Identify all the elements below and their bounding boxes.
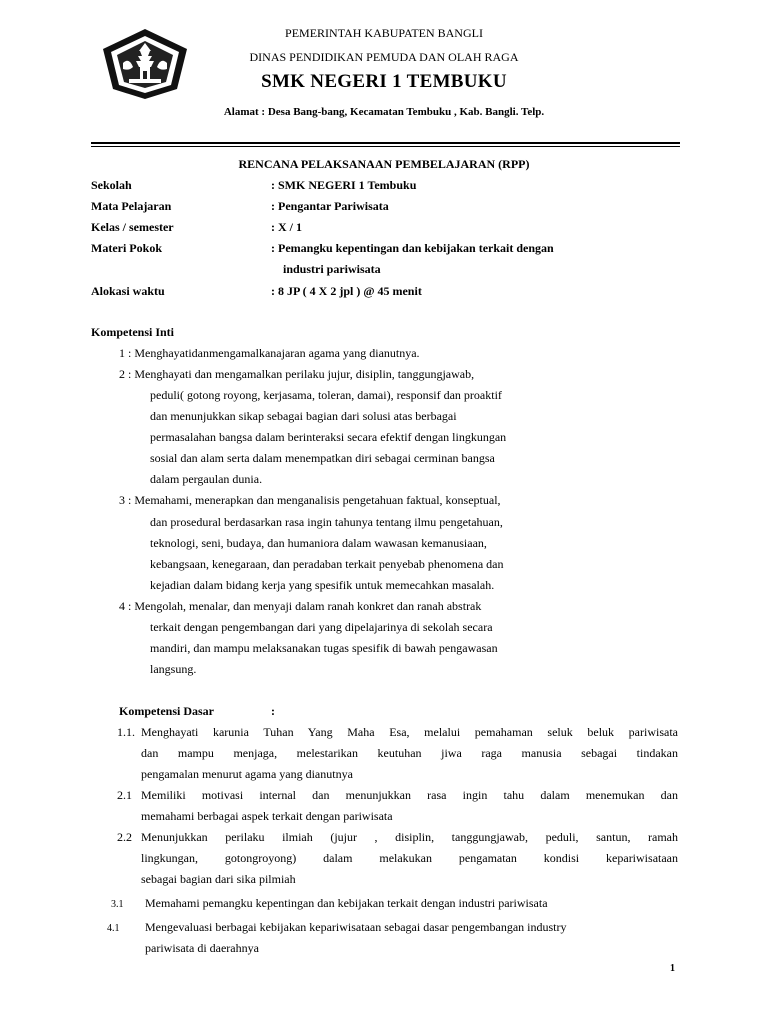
info-value-continued: industri pariwisata [283,262,381,276]
kd-item-line: Mengevaluasi berbagai kebijakan kepariwisataan sebagai dasar pengembangan industry [145,920,567,934]
info-value: : SMK NEGERI 1 Tembuku [271,178,417,192]
ki-item-line: dan prosedural berdasarkan rasa ingin tahunya tentang ilmu pengetahuan, [150,515,503,529]
kd-item-line: Menghayati karunia Tuhan Yang Maha Esa, melalui pemahaman seluk beluk pariwisata [141,725,678,739]
info-label: Alokasi waktu [91,284,165,298]
kd-item-line: Memiliki motivasi internal dan menunjukkan rasa ingin tahu dalam menemukan dan [141,788,678,802]
kd-number: 2.2 [117,830,132,844]
kd-number: 3.1 [111,899,124,910]
ki-item-line: dalam pergaulan dunia. [150,472,263,486]
kd-number: 4.1 [107,923,120,934]
ki-item-line: terkait dengan pengembangan dari yang dipelajarinya di sekolah secara [150,620,493,634]
kd-item-line: dan mampu menjaga, melestarikan keutuhan jiwa raga manusia sebagai tindakan [141,746,678,760]
info-value: : Pengantar Pariwisata [271,199,389,213]
kd-item-line: Memahami pemangku kepentingan dan kebijakan terkait dengan industri pariwisata [145,896,548,910]
kd-item-line: pariwisata di daerahnya [145,941,259,955]
kd-number: 1.1. [117,725,135,739]
kd-item-line: memahami berbagai aspek terkait dengan pariwisata [141,809,393,823]
info-label: Mata Pelajaran [91,199,172,213]
info-label: Kelas / semester [91,220,174,234]
ki-item-line: 2 : Menghayati dan mengamalkan perilaku jujur, disiplin, tanggungjawab, [119,367,475,381]
kd-item-line: lingkungan, gotongroyong) dalam melakukan pengamatan kondisi kepariwisataan [141,851,678,865]
header-address: Alamat : Desa Bang-bang, Kecamatan Tembuku , Kab. Bangli. Telp. [223,106,545,118]
info-value: : X / 1 [271,220,302,234]
header-school-name: SMK NEGERI 1 TEMBUKU [261,71,507,92]
header-rule-thick [91,142,680,144]
kd-heading: Kompetensi Dasar [119,704,214,718]
info-label: Materi Pokok [91,241,162,255]
ki-item-line: dan menunjukkan sikap sebagai bagian dari solusi atas berbagai [150,409,457,423]
ki-item-line: langsung. [150,662,197,676]
kd-heading-colon: : [271,704,275,718]
doc-title: RENCANA PELAKSANAAN PEMBELAJARAN (RPP) [238,157,530,171]
kd-number: 2.1 [117,788,132,802]
header-department: DINAS PENDIDIKAN PEMUDA DAN OLAH RAGA [249,50,519,64]
ki-item-line: permasalahan bangsa dalam berinteraksi secara efektif dengan lingkungan [150,430,507,444]
ki-item-line: sosial dan alam serta dalam menempatkan diri sebagai cerminan bangsa [150,451,495,465]
ki-item-line: 3 : Memahami, menerapkan dan menganalisis pengetahuan faktual, konseptual, [119,493,501,507]
kd-item-line: pengamalan menurut agama yang dianutnya [141,767,353,781]
ki-item-line: 1 : Menghayatidanmengamalkanajaran agama yang dianutnya. [119,346,420,360]
ki-item-line: 4 : Mengolah, menalar, dan menyaji dalam ranah konkret dan ranah abstrak [119,599,482,613]
ki-item-line: mandiri, dan mampu melaksanakan tugas spesifik di bawah pengawasan [150,641,498,655]
kd-item-line: Menunjukkan perilaku ilmiah (jujur , disiplin, tanggungjawab, peduli, santun, ramah [141,830,678,844]
ki-heading: Kompetensi Inti [91,325,175,339]
info-value: : Pemangku kepentingan dan kebijakan terkait dengan [271,241,554,255]
ki-item-line: peduli( gotong royong, kerjasama, toleran, damai), responsif dan proaktif [150,388,502,402]
info-value: : 8 JP ( 4 X 2 jpl ) @ 45 menit [271,284,422,298]
ki-item-line: teknologi, seni, budaya, dan humaniora dalam wawasan kemanusiaan, [150,536,487,550]
ki-item-line: kejadian dalam bidang kerja yang spesifik untuk memecahkan masalah. [150,578,495,592]
header-government: PEMERINTAH KABUPATEN BANGLI [285,26,483,40]
header-rule-thin [91,146,680,147]
page-number: 1 [670,963,675,974]
ki-item-line: kebangsaan, kenegaraan, dan peradaban terkait penyebab phenomena dan [150,557,504,571]
kd-item-line: sebagai bagian dari sika pilmiah [141,872,296,886]
info-label: Sekolah [91,178,132,192]
